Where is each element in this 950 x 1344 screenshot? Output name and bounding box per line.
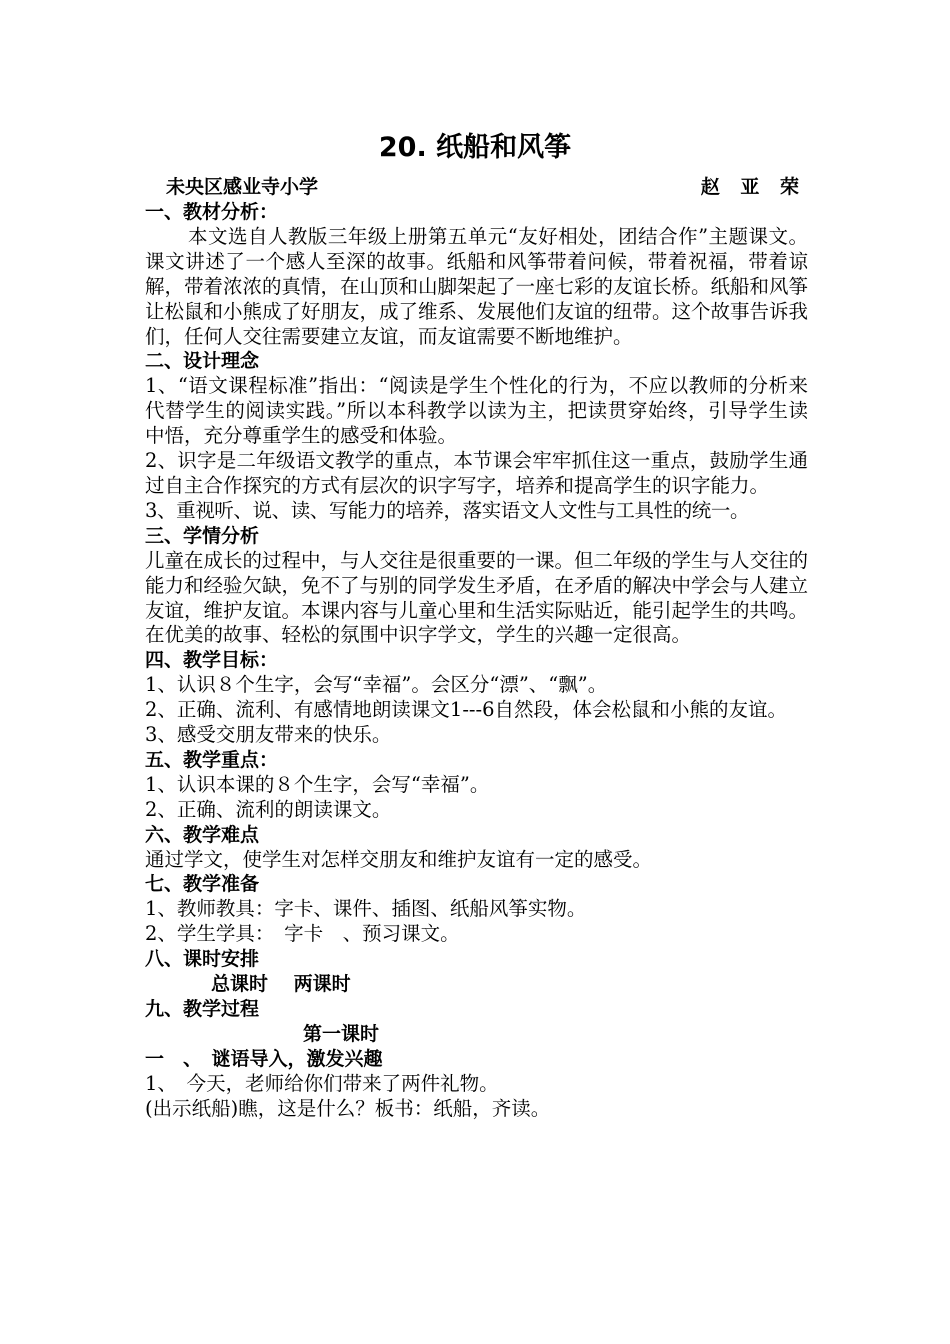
- section-heading-preparation: 七、教学准备: [145, 873, 260, 896]
- section-heading-difficulties: 六、教学难点: [145, 823, 260, 846]
- lesson-title: 第一课时: [303, 1022, 380, 1045]
- design-concept-item-1: 1、“语文课程标准”指出：“阅读是学生个性化的行为，不应以教师的分析来代替学生的阅读实践。”所以本科教学以读为主，把读贯穿始终，引导学生读中悟，充分尊重学生的感受和体验。: [145, 374, 808, 448]
- key-point-2: 2、正确、流利的朗读课文。: [145, 797, 392, 821]
- author-line: [166, 173, 806, 201]
- design-concept-item-2: 2、识字是二年级语文教学的重点，本节课会牢牢抓住这一重点，鼓励学生通过自主合作探究的方式有层次的识字写字，培养和提高学生的识字能力。: [145, 449, 808, 497]
- textbook-analysis-paragraph: 本文选自人教版三年级上册第五单元“友好相处，团结合作”主题课文。课文讲述了一个感人至深的故事。纸船和风筝带着问候，带着祝福，带着谅解，带着浓浓的真情，在山顶和山脚架起了一座七彩的友谊长桥。纸船和风筝让松鼠和小熊成了好朋友，成了维系、发展他们友谊的纽带。这个故事告诉我们，任何人交往需要建立友谊，而友谊需要不断地维护。: [145, 224, 809, 348]
- document-body: [145, 200, 808, 1122]
- design-concept-item-3: 3、重视听、说、读、写能力的培养，落实语文人文性与工具性的统一。: [145, 498, 750, 522]
- document-title: 20. 纸船和风筝: [378, 132, 572, 163]
- teaching-goal-1: 1、认识８个生字，会写“幸福”。会区分“漂”、“飘”。: [145, 673, 608, 697]
- difficulties-paragraph: 通过学文，使学生对怎样交朋友和维护友谊有一定的感受。: [145, 847, 653, 871]
- section-heading-process: 九、教学过程: [145, 998, 260, 1020]
- section-heading-key-points: 五、教学重点：: [145, 748, 279, 771]
- section-heading-textbook-analysis: 一、教材分析：: [145, 201, 279, 223]
- school-name: 未央区感业寺小学: [166, 176, 319, 198]
- section-heading-teaching-goals: 四、教学目标：: [145, 649, 279, 672]
- section-heading-design-concept: 二、设计理念: [145, 350, 260, 373]
- preparation-item-1: 1、教师教具：字卡、课件、插图、纸船风筝实物。: [145, 897, 587, 921]
- step-1-item-2: (出示纸船)瞧，这是什么？板书：纸船，齐读。: [145, 1096, 551, 1120]
- teaching-goal-2: 2、正确、流利、有感情地朗读课文1---6自然段，体会松鼠和小熊的友谊。: [145, 698, 787, 722]
- section-heading-schedule: 八、课时安排: [145, 948, 260, 971]
- step-1-heading: 一 、 谜语导入，激发兴趣: [145, 1047, 383, 1070]
- schedule-hours: 总课时 两课时: [211, 973, 351, 996]
- key-point-1: 1、认识本课的８个生字，会写“幸福”。: [145, 772, 490, 796]
- teaching-goal-3: 3、感受交朋友带来的快乐。: [145, 723, 392, 747]
- section-heading-student-analysis: 三、学情分析: [145, 524, 260, 547]
- student-analysis-paragraph: 儿童在成长的过程中，与人交往是很重要的一课。但二年级的学生与人交往的能力和经验欠缺，免不了与别的同学发生矛盾，在矛盾的解决中学会与人建立友谊，维护友谊。本课内容与儿童心里和生活实际贴近，能引起学生的共鸣。在优美的故事、轻松的氛围中识字学文，学生的兴趣一定很高。: [145, 548, 809, 647]
- author-name: 赵 亚 荣: [700, 176, 806, 198]
- step-1-item-1: 1、 今天，老师给你们带来了两件礼物。: [145, 1071, 499, 1095]
- preparation-item-2: 2、学生学具： 字卡 、预习课文。: [145, 922, 460, 946]
